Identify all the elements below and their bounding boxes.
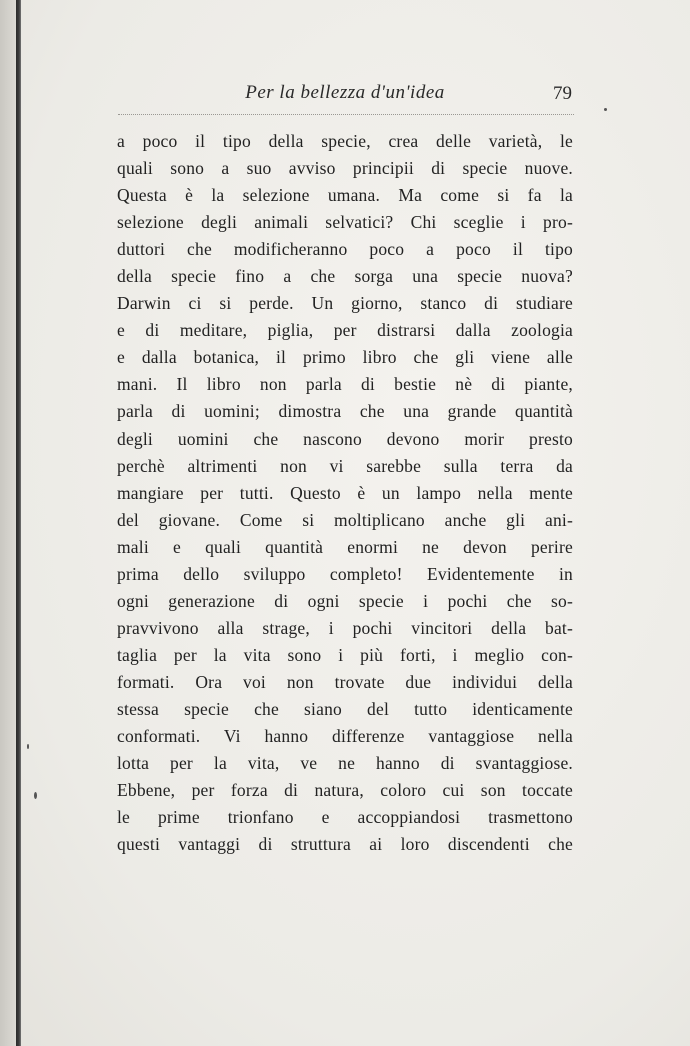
text-line: e di meditare, piglia, per distrarsi dalla zoologia: [117, 320, 573, 341]
text-line: mali e quali quantità enormi ne devon perire: [117, 536, 573, 557]
page-number: 79: [553, 83, 572, 104]
text-line: parla di uomini; dimostra che una grande quantità: [117, 401, 573, 422]
paper-speck: [27, 744, 29, 749]
running-head: [118, 82, 572, 112]
text-line: degli uomini che nascono devono morir presto: [117, 428, 573, 449]
text-line: pravvivono alla strage, i pochi vincitori della bat-: [117, 617, 573, 638]
text-line: le prime trionfano e accoppiandosi trasmettono: [117, 807, 573, 828]
text-line: mani. Il libro non parla di bestie nè di piante,: [117, 374, 573, 395]
text-line: del giovane. Come si moltiplicano anche gli ani-: [117, 509, 573, 530]
text-line: conformati. Vi hanno differenze vantaggiose nella: [117, 726, 573, 747]
text-line: stessa specie che siano del tutto identicamente: [117, 698, 573, 719]
page-gutter-shadow: [0, 0, 16, 1046]
text-line: Questa è la selezione umana. Ma come si fa la: [117, 185, 573, 206]
text-line: formati. Ora voi non trovate due individui della: [117, 671, 573, 692]
header-rule: [118, 114, 574, 115]
paper-speck: [34, 792, 37, 799]
text-line: e dalla botanica, il primo libro che gli viene alle: [117, 347, 573, 368]
text-line: ogni generazione di ogni specie i pochi che so-: [117, 590, 573, 611]
text-line: prima dello sviluppo completo! Evidentemente in: [117, 563, 573, 584]
text-line: quali sono a suo avviso principii di specie nuove.: [117, 158, 573, 179]
text-line: selezione degli animali selvatici? Chi sceglie i pro-: [117, 212, 573, 233]
text-line: lotta per la vita, ve ne hanno di svantaggiose.: [117, 753, 573, 774]
text-line: duttori che modificheranno poco a poco il tipo: [117, 239, 573, 260]
paper-speck: [604, 108, 607, 111]
text-line: Ebbene, per forza di natura, coloro cui son toccate: [117, 780, 573, 801]
page-gutter-edge: [16, 0, 21, 1046]
text-line: questi vantaggi di struttura ai loro discendenti che: [117, 834, 573, 855]
running-title: Per la bellezza d'un'idea: [245, 82, 445, 103]
text-line: perchè altrimenti non vi sarebbe sulla terra da: [117, 455, 573, 476]
text-line: a poco il tipo della specie, crea delle varietà, le: [117, 131, 573, 151]
text-line: taglia per la vita sono i più forti, i meglio con-: [117, 644, 573, 665]
body-text: [117, 128, 573, 858]
text-line: della specie fino a che sorga una specie nuova?: [117, 266, 573, 287]
text-line: Darwin ci si perde. Un giorno, stanco di studiare: [117, 293, 573, 314]
text-line: mangiare per tutti. Questo è un lampo nella mente: [117, 482, 573, 503]
